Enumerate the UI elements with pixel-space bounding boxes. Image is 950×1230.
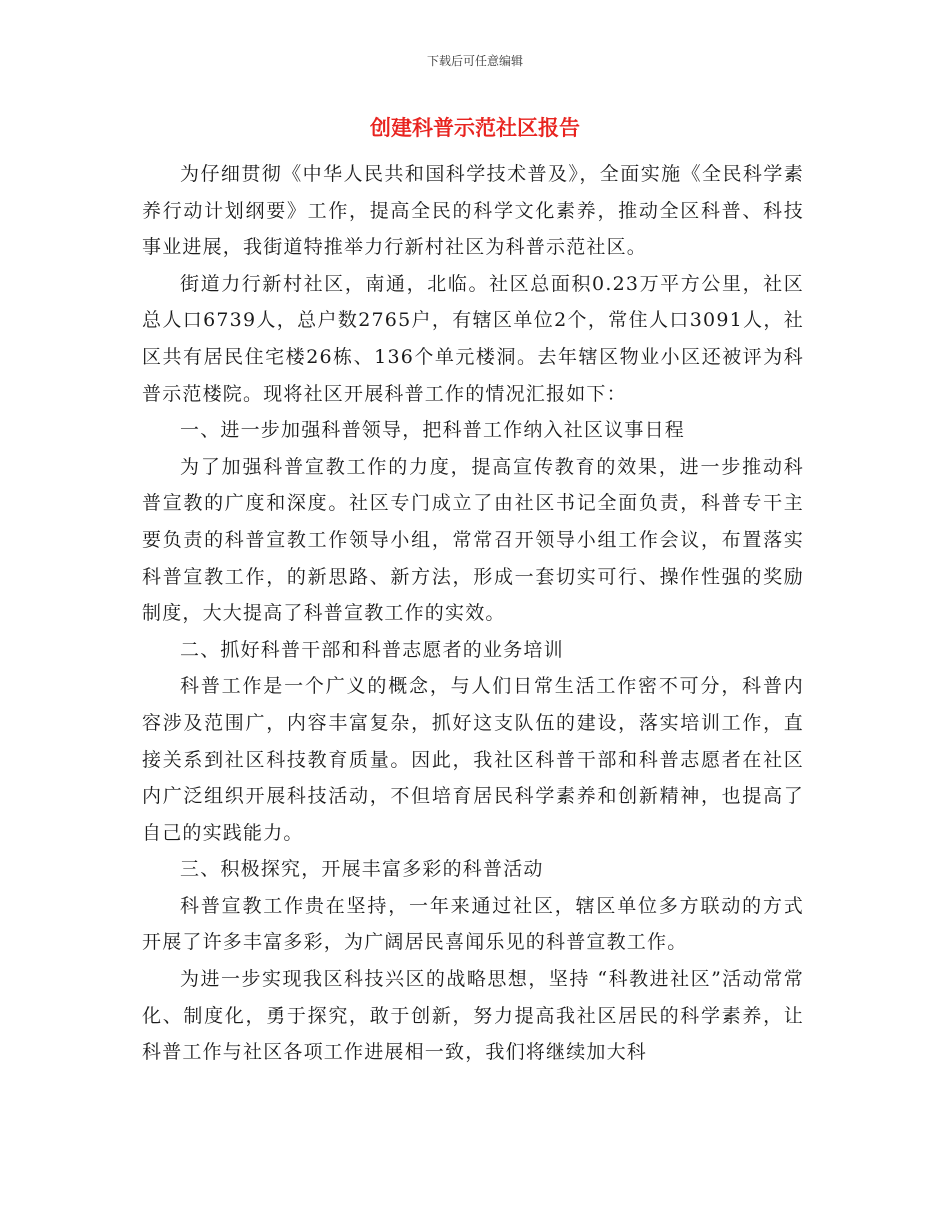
paragraph: 科普工作是一个广义的概念，与人们日常生活工作密不可分，科普内容涉及范围广，内容丰富复杂，抓好这支队伍的建设，落实培训工作，直接关系到社区科技教育质量。因此，我社区科普干部和科普志愿者在社区内广泛组织开展科技活动，不但培育居民科学素养和创新精神，也提高了自己的实践能力。: [142, 675, 804, 844]
paragraph: 街道力行新村社区，南通，北临。社区总面积0.23万平方公里，社区总人口6739人，总户数2765户，有辖区单位2个，常住人口3091人，社区共有居民住宅楼26栋、136个单元楼洞。去年辖区物业小区还被评为科普示范楼院。现将社区开展科普工作的情况汇报如下：: [142, 272, 804, 405]
section-heading: 三、积极探究，开展丰富多彩的科普活动: [180, 858, 544, 881]
document-title: 创建科普示范社区报告: [370, 116, 580, 140]
paragraph: 为进一步实现我区科技兴区的战略思想，坚持 “科教进社区”活动常常化、制度化，勇于探究，敢于创新，努力提高我社区居民的科学素养，让科普工作与社区各项工作进展相一致，我们将继续加大科: [142, 968, 804, 1064]
document-body: [142, 156, 804, 1071]
header-note: 下载后可任意编辑: [426, 54, 523, 68]
section-heading: 一、进一步加强科普领导，把科普工作纳入社区议事日程: [180, 419, 686, 442]
paragraph: 为了加强科普宣教工作的力度，提高宣传教育的效果，进一步推动科普宣教的广度和深度。社区专门成立了由社区书记全面负责，科普专干主要负责的科普宣教工作领导小组，常常召开领导小组工作会议，布置落实科普宣教工作，的新思路、新方法，形成一套切实可行、操作性强的奖励制度，大大提高了科普宣教工作的实效。: [142, 455, 804, 625]
paragraph: 科普宣教工作贵在坚持，一年来通过社区，辖区单位多方联动的方式开展了许多丰富多彩，为广阔居民喜闻乐见的科普宣教工作。: [142, 894, 804, 954]
paragraph: 为仔细贯彻《中华人民共和国科学技术普及》，全面实施《全民科学素养行动计划纲要》工作，提高全民的科学文化素养，推动全区科普、科技事业进展，我街道特推举力行新村社区为科普示范社区。: [142, 163, 804, 259]
section-heading: 二、抓好科普干部和科普志愿者的业务培训: [180, 638, 564, 661]
